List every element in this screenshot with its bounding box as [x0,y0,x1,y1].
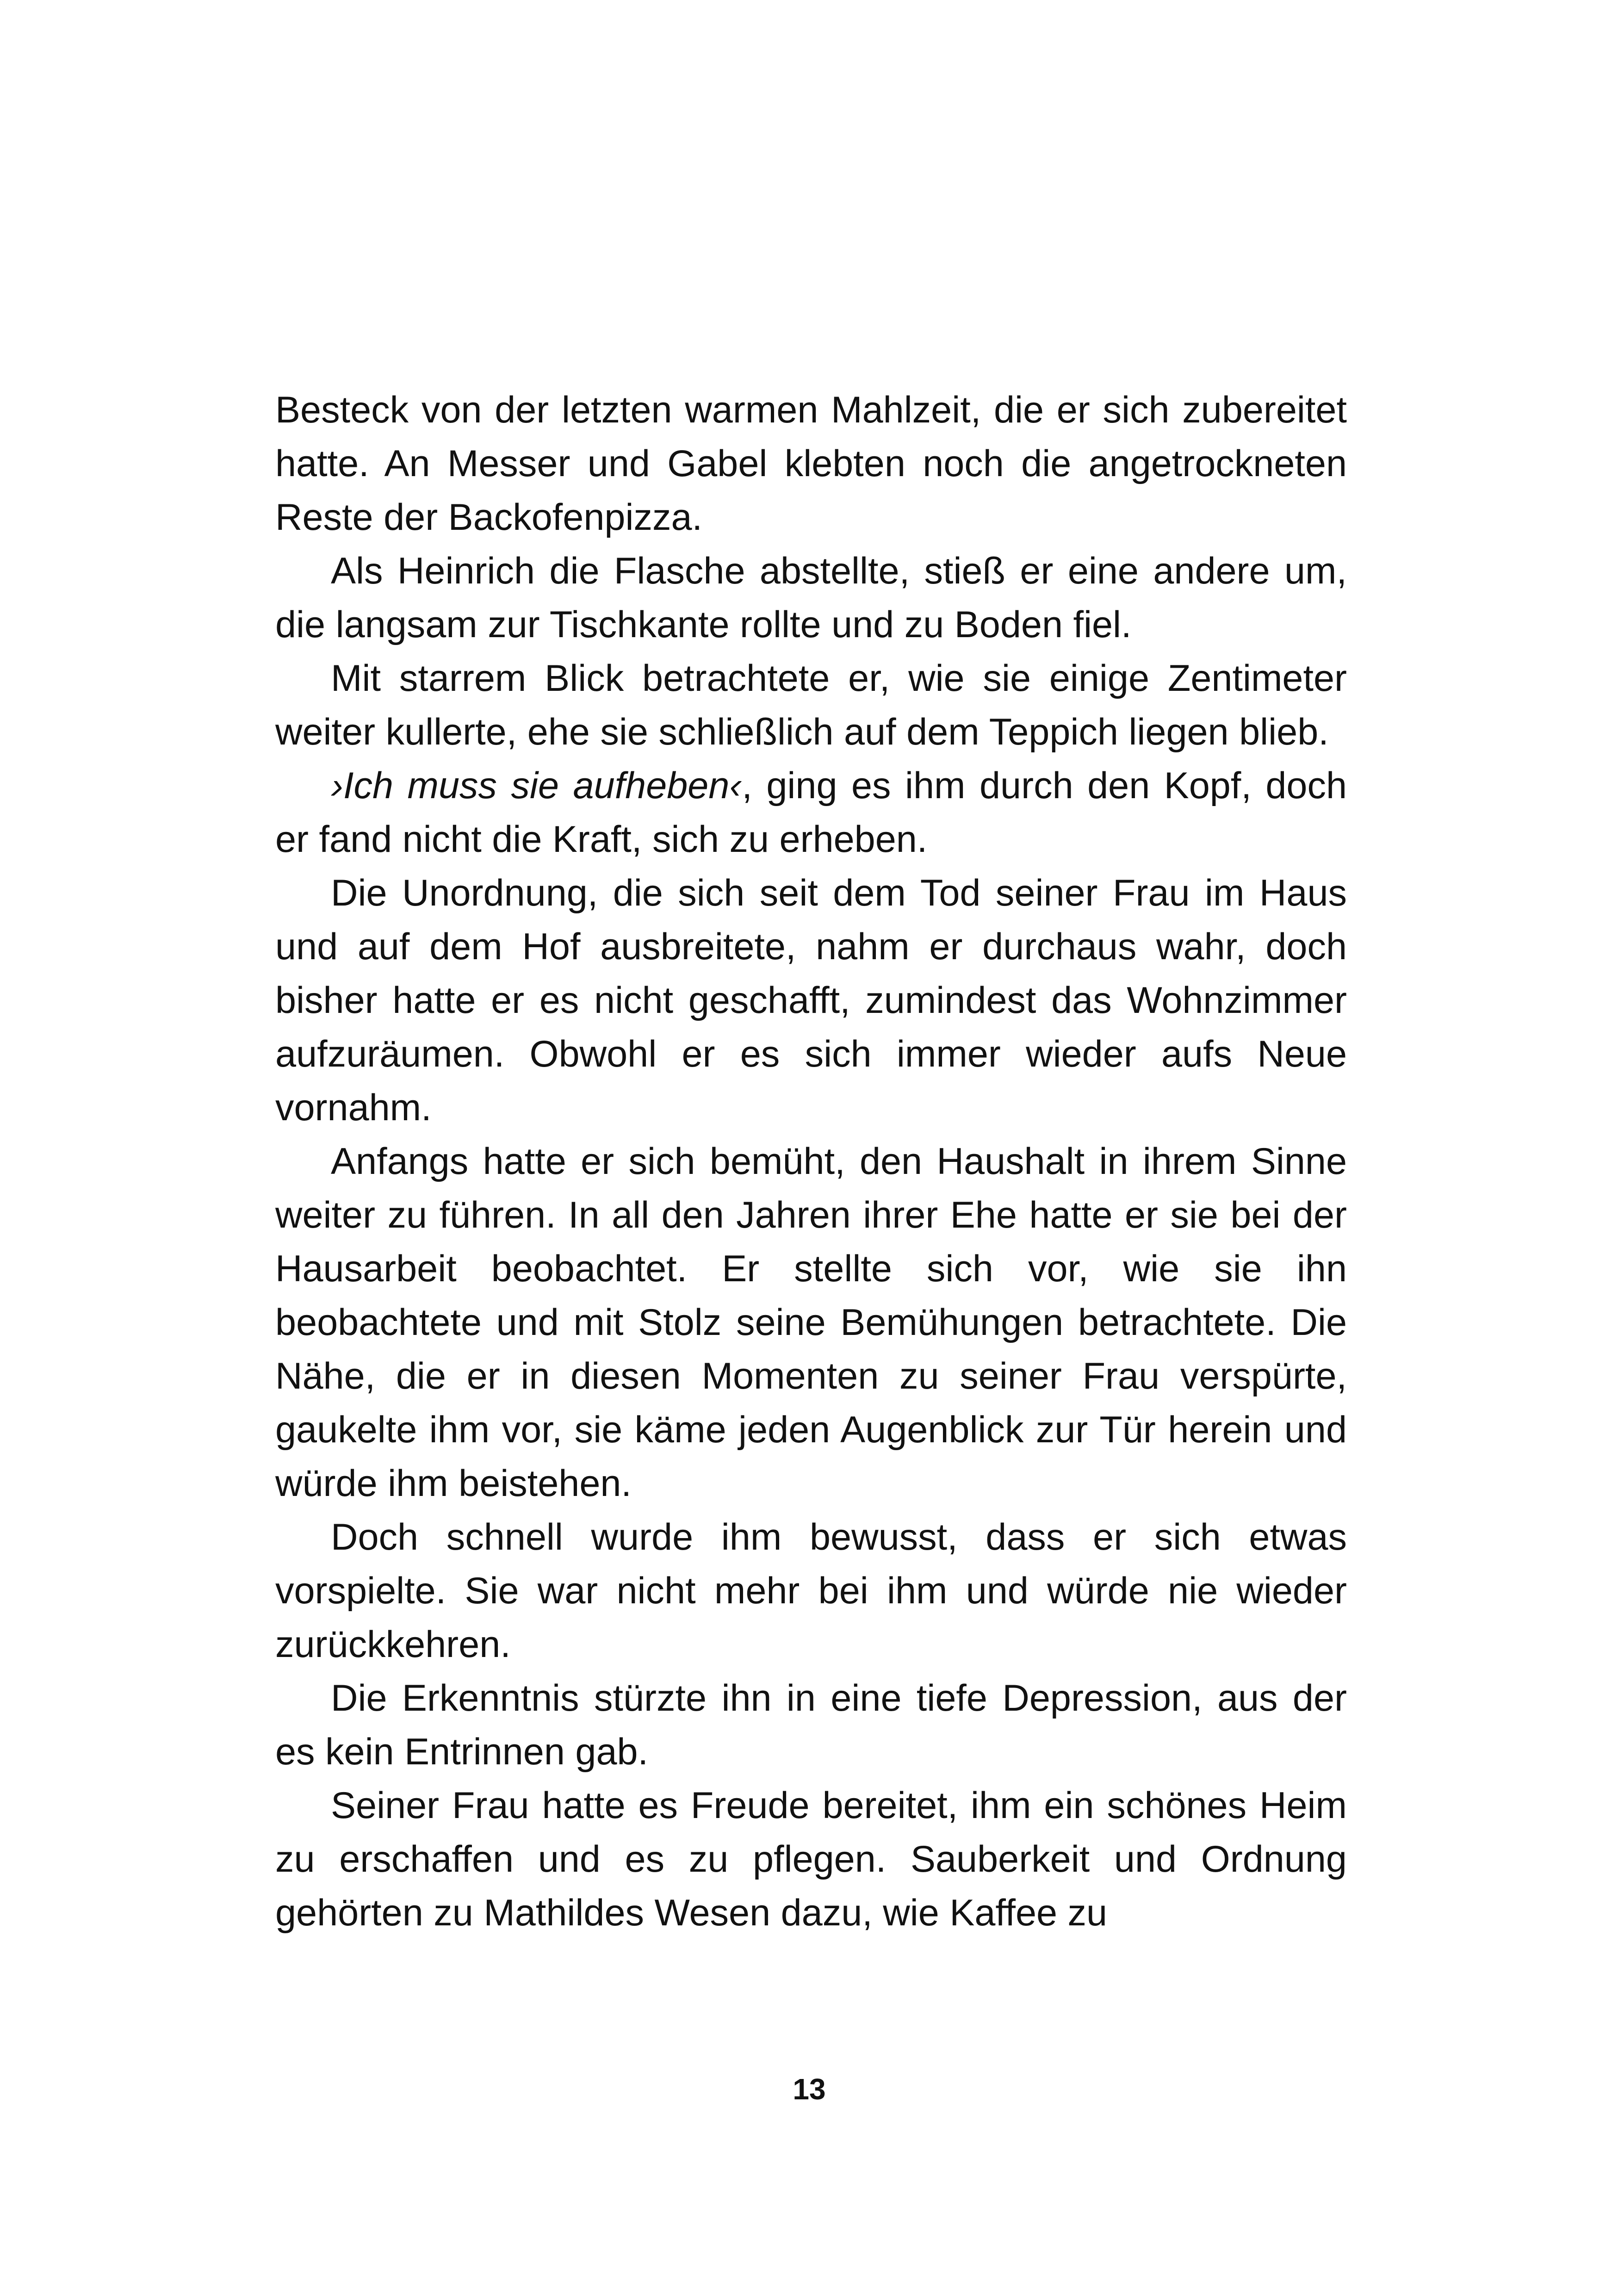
paragraph-3: Mit starrem Blick betrachtete er, wie sie einige Zentimeter weiter kullerte, ehe sie schließlich auf dem Teppich liegen blieb. [275,658,1347,753]
paragraph-2: Als Heinrich die Flasche abstellte, stieß er eine andere um, die langsam zur Tischkante rollte und zu Boden fiel. [275,550,1347,645]
paragraph-5: Die Unordnung, die sich seit dem Tod seiner Frau im Haus und auf dem Hof ausbreitete, nahm er durchaus wahr, doch bisher hatte er es nicht geschafft, zumindest das Wohnzimmer aufzuräumen. Obwohl er es sich immer wieder aufs Neue vornahm. [275,872,1347,1129]
paragraph-6: Anfangs hatte er sich bemüht, den Haushalt in ihrem Sinne weiter zu führen. In all den Jahren ihrer Ehe hatte er sie bei der Hausarbeit beobachtet. Er stellte sich vor, wie sie ihn beobachtete und mit Stolz seine Bemühungen betrachtete. Die Nähe, die er in diesen Momenten zu seiner Frau verspürte, gaukelte ihm vor, sie käme jeden Augenblick zur Tür herein und würde ihm beistehen. [275,1141,1347,1504]
page-number: 13 [793,2073,826,2106]
body-text [275,383,1347,1940]
paragraph-7: Doch schnell wurde ihm bewusst, dass er sich etwas vorspielte. Sie war nicht mehr bei ihm und würde nie wieder zurückkehren. [275,1516,1347,1665]
paragraph-8: Die Erkenntnis stürzte ihn in eine tiefe Depression, aus der es kein Entrinnen gab. [275,1677,1347,1773]
paragraph-1: Besteck von der letzten warmen Mahlzeit, die er sich zubereitet hatte. An Messer und Gabel klebten noch die angetrockneten Reste der Backofenpizza. [275,389,1347,538]
paragraph-4-rest: , ging es ihm durch den Kopf, doch er fand nicht die Kraft, sich zu erheben. [275,765,1347,860]
paragraph-4 [275,759,1347,866]
paragraph-9: Seiner Frau hatte es Freude bereitet, ihm ein schönes Heim zu erschaffen und es zu pflegen. Sauberkeit und Ordnung gehörten zu Mathildes Wesen dazu, wie Kaffee zu [275,1785,1347,1934]
paragraph-4-italic-thought: ›Ich muss sie aufheben‹ [331,765,742,807]
